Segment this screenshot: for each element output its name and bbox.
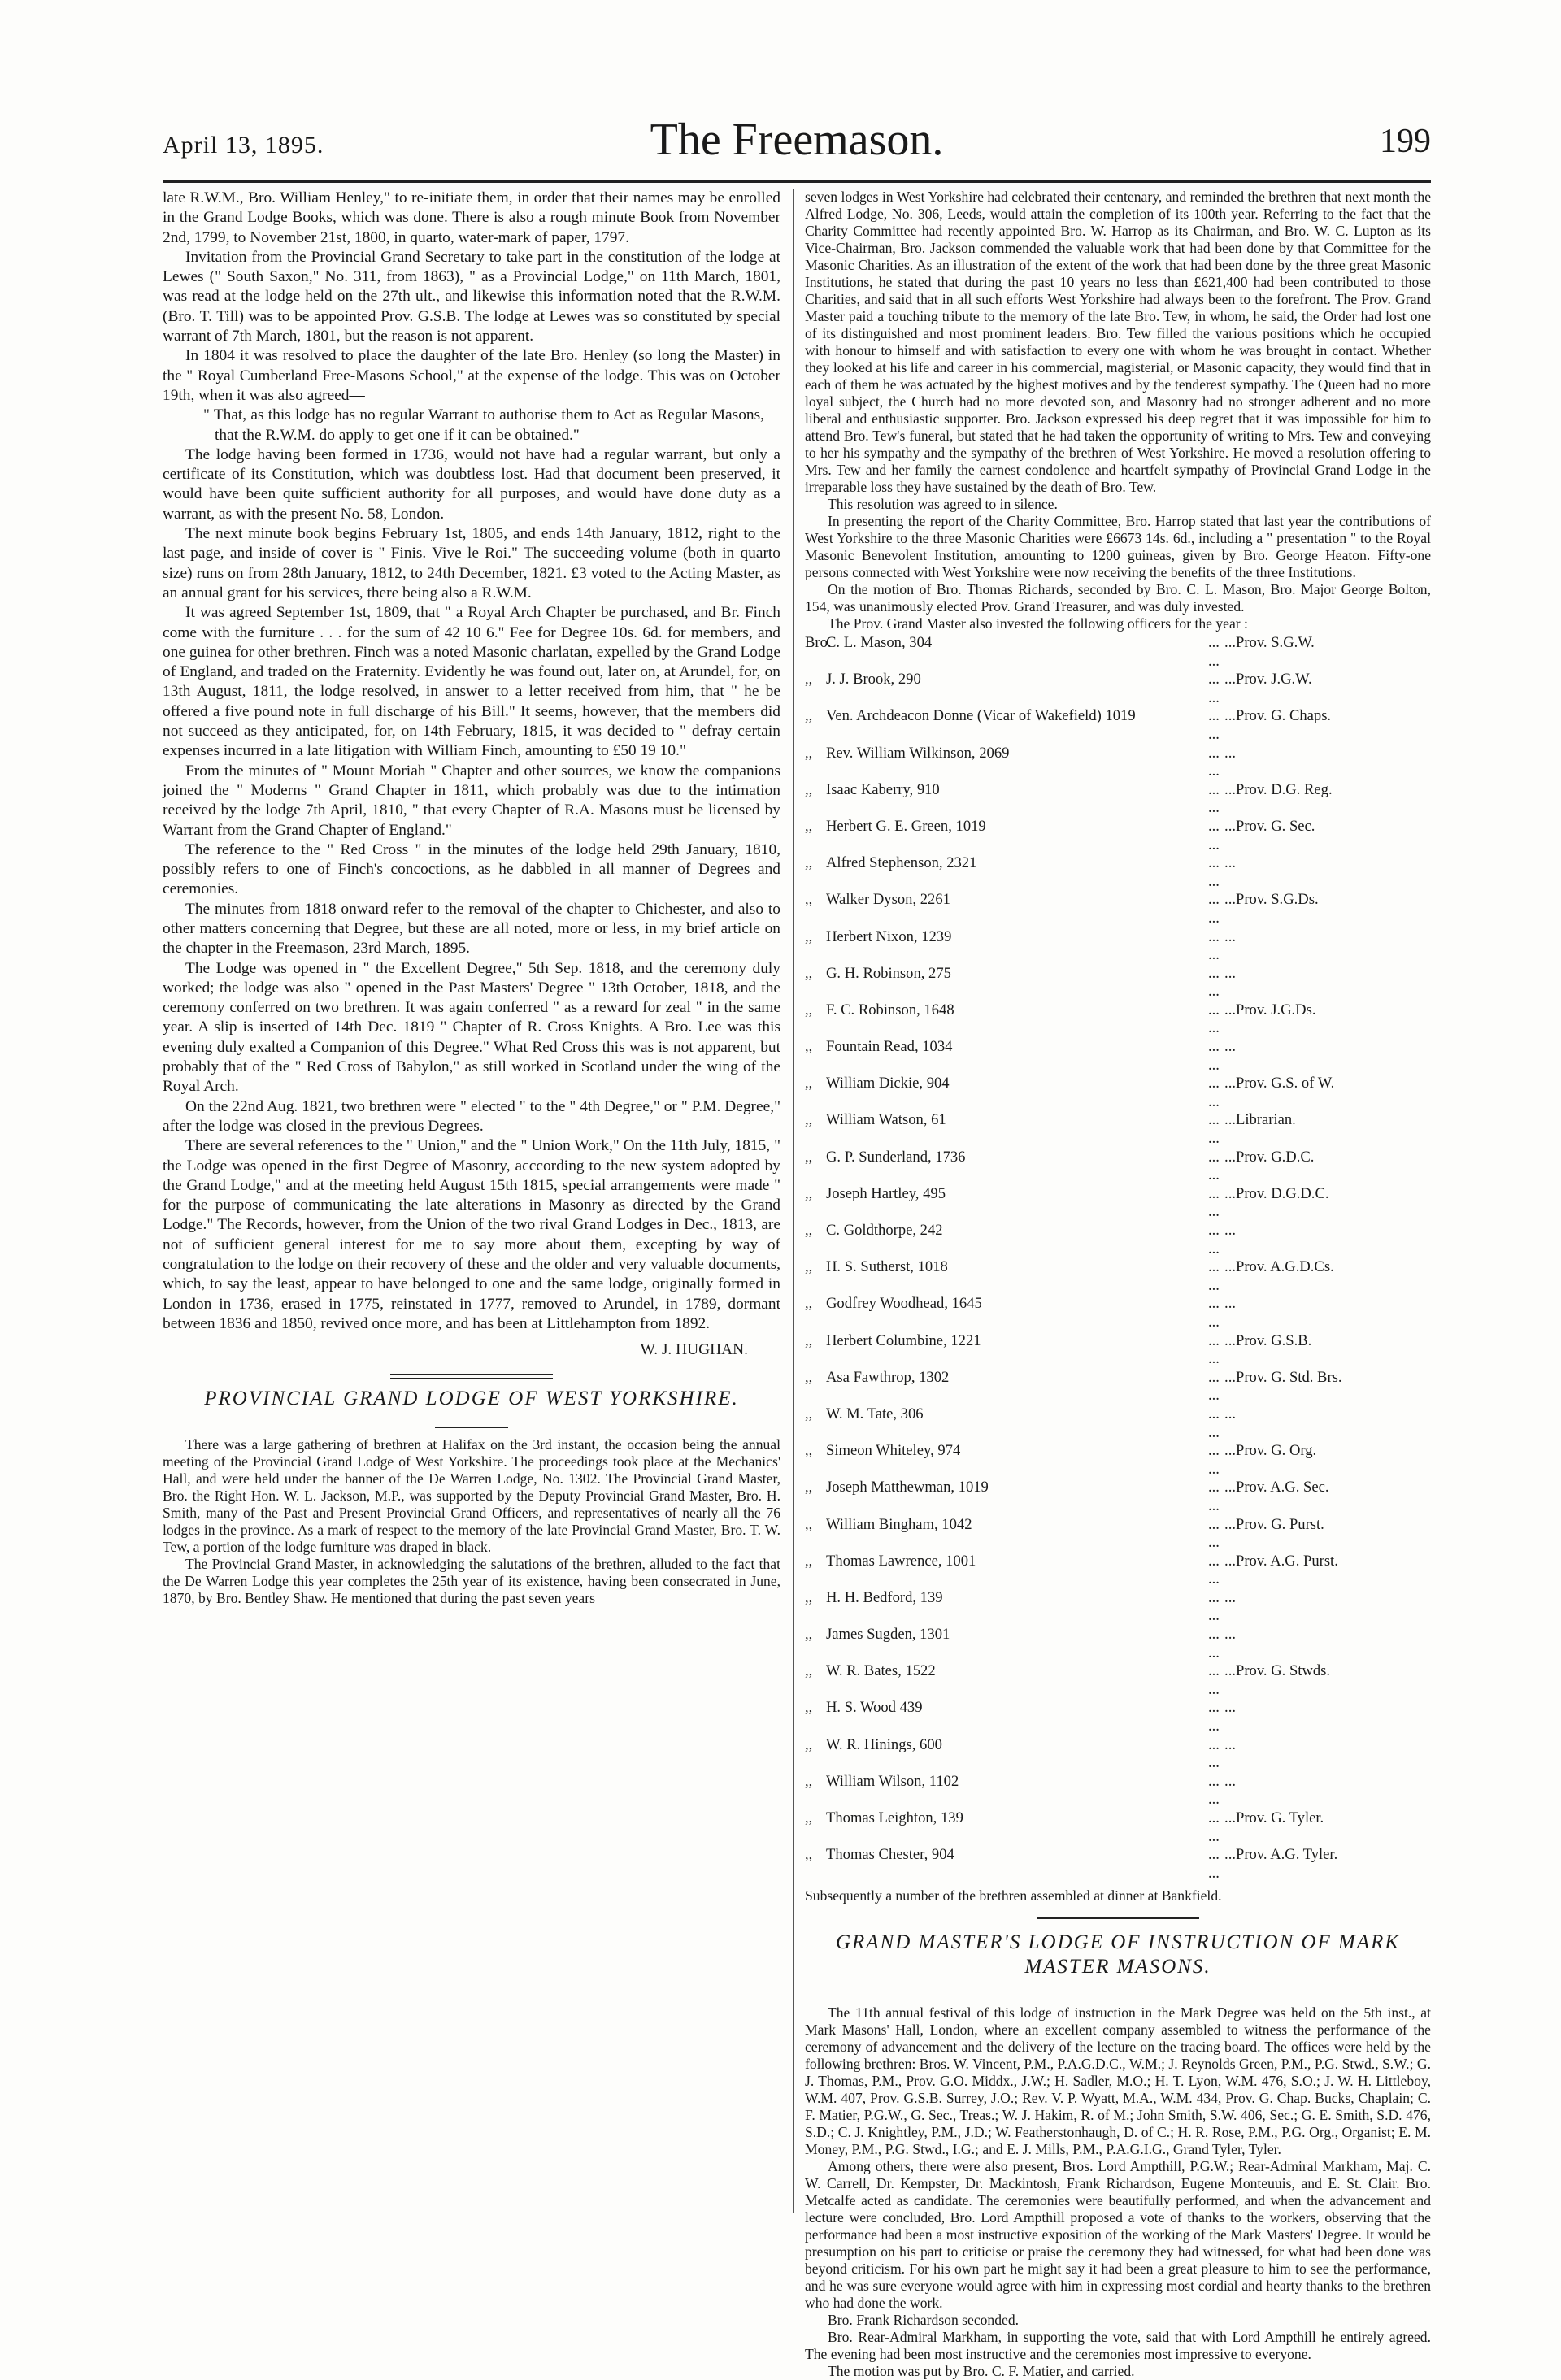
officer-row xyxy=(805,634,1431,671)
leader-dots: ... ... ... xyxy=(1208,854,1236,890)
leader-dots: ... ... ... xyxy=(1208,1699,1236,1735)
officer-name: Herbert Nixon, 1239 xyxy=(826,927,952,945)
officer-row xyxy=(805,1736,1431,1773)
paragraph: The 11th annual festival of this lodge of instruction in the Mark Degree was held on the 5th inst., at Mark Masons' Hall, London, where an excellent company assembled to witness the performance of the ceremony of advancement and the delivery of the lecture on the tracing board. The offices were held by the following brethren: Bros. W. Vincent, P.M., P.A.G.D.C., W.M.; J. Reynolds Green, P.M., P.G. Stwd., S.W.; G. J. Thomas, P.M., Prov. G.O. Middx., J.W.; H. Sadler, M.O.; H. T. Lyon, W.M. 476, S.O.; J. W. H. Littleboy, W.M. 407, Prov. G.S.B. Surrey, J.O.; Rev. V. P. Wyatt, M.A., W.M. 434, Prov. G. Chap. Bucks, Chaplain; C. F. Matier, P.G.W., G. Sec., Treas.; W. J. Hakim, R. of M.; John Smith, S.W. 406, Sec.; G. E. Smith, S.D. 476, S.D.; C. J. Knightley, P.M., J.D.; W. Featherstonhaugh, D. of C.; H. R. Rose, P.M., P.G. Org., Organist; E. M. Money, P.M., P.G. Stwd., I.G.; and E. J. Mills, P.M., P.A.G.I.G., Grand Tyler, Tyler. xyxy=(805,2004,1431,2158)
officer-office: Librarian. xyxy=(1236,1111,1296,1129)
paragraph: On the 22nd Aug. 1821, two brethren were " elected " to the " 4th Degree," or " P.M. Degree," after the lodge was closed in the previous Degrees. xyxy=(163,1097,780,1135)
officer-name: C. Goldthorpe, 242 xyxy=(826,1222,943,1239)
officer-name: Asa Fawthrop, 1302 xyxy=(826,1368,950,1386)
paragraph: late R.W.M., Bro. William Henley," to re-initiate them, in order that their names may be enrolled in the Grand Lodge Books, which was done. There is also a rough minute Book from November 2nd, 1799, to November 21st, 1800, in quarto, water-mark of paper, 1797. xyxy=(163,189,780,246)
officer-prefix: ,, xyxy=(805,671,813,688)
officer-office: Prov. J.G.Ds. xyxy=(1236,1001,1316,1018)
officer-name: G. P. Sunderland, 1736 xyxy=(826,1148,966,1166)
officer-office: Prov. G.D.C. xyxy=(1236,1148,1315,1166)
section-heading: PROVINCIAL GRAND LODGE OF WEST YORKSHIRE. xyxy=(204,1387,739,1409)
leader-dots: ... ... ... xyxy=(1208,1515,1236,1552)
paragraph: The lodge having been formed in 1736, would not have had a regular warrant, but only a certificate of its Constitution, which was doubtless lost. Had that document been preserved, it would have been quite sufficient authority for all purposes, and would have done duty as a warrant, as with the present No. 58, London. xyxy=(163,445,780,523)
officer-name: Ven. Archdeacon Donne (Vicar of Wakefield) 1019 xyxy=(826,707,1136,725)
paragraph: The Provincial Grand Master, in acknowledging the salutations of the brethren, alluded to the fact that the De Warren Lodge this year completes the 25th year of its existence, having been consecrated in June, 1870, by Bro. Bentley Shaw. He mentioned that during the past seven years xyxy=(163,1555,780,1606)
officer-prefix: ,, xyxy=(805,1111,813,1129)
leader-dots: ... ... ... xyxy=(1208,1148,1236,1184)
block-quote: " That, as this lodge has no regular Warrant to authorise them to Act as Regular Masons, that the R.W.M. do apply to get one if it can be obtained." xyxy=(203,406,764,444)
officer-name: Walker Dyson, 2261 xyxy=(826,891,950,909)
officer-row xyxy=(805,818,1431,854)
officer-prefix: ,, xyxy=(805,891,813,909)
officer-office: Prov. D.G. Reg. xyxy=(1236,780,1333,798)
officer-office: Prov. G. Tyler. xyxy=(1236,1809,1324,1826)
leader-dots: ... ... ... xyxy=(1208,1184,1236,1221)
leader-dots: ... ... ... xyxy=(1208,1001,1236,1037)
officer-prefix: ,, xyxy=(805,927,813,945)
officer-prefix: ,, xyxy=(805,780,813,798)
header-rule xyxy=(163,180,1431,183)
officer-name: William Bingham, 1042 xyxy=(826,1515,972,1533)
leader-dots: ... ... ... xyxy=(1208,1846,1236,1882)
officer-prefix: ,, xyxy=(805,1001,813,1018)
officer-row xyxy=(805,1369,1431,1405)
officer-row xyxy=(805,1258,1431,1295)
officer-office: Prov. A.G. Sec. xyxy=(1236,1479,1329,1496)
paragraph: The reference to the " Red Cross " in the minutes of the lodge held 29th January, 1810, possibly refers to one of Finch's concoctions, as he dabbled in all manner of Degrees and ceremonies. xyxy=(163,840,780,898)
officer-name: G. H. Robinson, 275 xyxy=(826,964,951,982)
paragraph: There are several references to the " Union," and the " Union Work," On the 11th July, 1815, " the Lodge was opened in the first Degree of Masonry, acccording to the new system adopted by the Grand Lodge," and at the meeting held August 15th 1815, special arrangements were made " for the purpose of communicating the late alterations in Masonry as directed by the Grand Lodge." The Records, however, from the Union of the two rival Grand Lodges in Dec., 1813, are not of sufficient general interest for me to say more about them, excepting by way of congratulation to the lodge on their recovery of these and the older and very valuable documents, which, to say the least, appear to have belonged to one and the same lodge, originally formed in London in 1736, erased in 1775, reinstated in 1777, removed to Arundel, in 1789, dormant between 1836 and 1850, revived once more, and has been at Littlehampton from 1892. xyxy=(163,1137,780,1332)
officer-prefix: ,, xyxy=(805,707,813,725)
section-divider xyxy=(390,1374,553,1379)
paragraph: On the motion of Bro. Thomas Richards, seconded by Bro. C. L. Mason, Bro. Major George Bolton, 154, was unanimously elected Prov. Grand Treasurer, and was duly invested. xyxy=(805,581,1431,615)
paragraph: In 1804 it was resolved to place the daughter of the late Bro. Henley (so long the Master) in the " Royal Cumberland Free-Masons School," at the expense of the lodge. This was on October 19th, when it was also agreed— xyxy=(163,347,780,404)
officer-row xyxy=(805,965,1431,1001)
officer-prefix: ,, xyxy=(805,1662,813,1680)
leader-dots: ... ... ... xyxy=(1208,1626,1236,1661)
officer-prefix: ,, xyxy=(805,1552,813,1570)
officer-row xyxy=(805,1222,1431,1258)
officer-office: Prov. G. Stwds. xyxy=(1236,1662,1331,1680)
page-header xyxy=(163,114,1431,179)
paragraph: Subsequently a number of the brethren assembled at dinner at Bankfield. xyxy=(805,1887,1222,1904)
officer-prefix: ,, xyxy=(805,1515,813,1533)
leader-dots: ... ... ... xyxy=(1208,1075,1236,1110)
officer-row xyxy=(805,1111,1431,1148)
author-signature: W. J. HUGHAN. xyxy=(640,1341,748,1359)
officer-office: Prov. G. Chaps. xyxy=(1236,707,1332,725)
officer-row xyxy=(805,1075,1431,1111)
officer-name: H. H. Bedford, 139 xyxy=(826,1588,943,1606)
officer-name: F. C. Robinson, 1648 xyxy=(826,1001,954,1018)
officer-row xyxy=(805,891,1431,927)
leader-dots: ... ... ... xyxy=(1208,1809,1236,1845)
officer-name: Joseph Hartley, 495 xyxy=(826,1184,946,1202)
paragraph: The Prov. Grand Master also invested the following officers for the year : xyxy=(828,615,1248,632)
officer-prefix: ,, xyxy=(805,1331,813,1349)
officer-row xyxy=(805,1185,1431,1222)
leader-dots: ... ... ... xyxy=(1208,891,1236,927)
paragraph: There was a large gathering of brethren at Halifax on the 3rd instant, the occasion being the annual meeting of the Provincial Grand Lodge of West Yorkshire. The proceedings took place at the Mechanics' Hall, and were held under the banner of the De Warren Lodge, No. 1302. The Provincial Grand Master, Bro. the Right Hon. W. L. Jackson, M.P., was supported by the Deputy Provincial Grand Master, Bro. H. Smith, many of the Past and Present Provincial Grand Officers, and representatives of nearly all the 76 lodges in the province. As a mark of respect to the memory of the late Provincial Grand Master, Bro. T. W. Tew, a portion of the lodge furniture was draped in black. xyxy=(163,1435,780,1555)
officer-office: Prov. G.S.B. xyxy=(1236,1331,1312,1349)
officer-office: Prov. A.G. Tyler. xyxy=(1236,1846,1338,1864)
officer-prefix: ,, xyxy=(805,1735,813,1753)
leader-dots: ... ... ... xyxy=(1208,927,1236,964)
officer-row xyxy=(805,1516,1431,1553)
paragraph: From the minutes of " Mount Moriah " Chapter and other sources, we know the companions joined the " Moderns " Grand Chapter in 1811, which probably was due to the intimation received by the lodge 7th April, 1810, " that every Chapter of R.A. Masons must be licensed by Warrant from the Grand Chapter of England." xyxy=(163,762,780,839)
leader-dots: ... ... ... xyxy=(1208,1662,1236,1698)
officer-name: C. L. Mason, 304 xyxy=(826,634,933,651)
right-column xyxy=(805,189,1431,2380)
officer-row xyxy=(805,745,1431,781)
officer-name: W. R. Bates, 1522 xyxy=(826,1662,936,1680)
page-number: 199 xyxy=(1380,123,1431,160)
officer-row xyxy=(805,707,1431,744)
officer-prefix: ,, xyxy=(805,1258,813,1276)
officer-prefix: ,, xyxy=(805,1588,813,1606)
officer-name: Rev. William Wilkinson, 2069 xyxy=(826,744,1010,762)
officer-prefix: ,, xyxy=(805,1479,813,1496)
officer-prefix: ,, xyxy=(805,1148,813,1166)
officer-prefix: ,, xyxy=(805,1405,813,1422)
issue-date: April 13, 1895. xyxy=(163,132,324,159)
officer-office: Prov. G. Org. xyxy=(1236,1442,1317,1460)
heading-rule xyxy=(435,1427,508,1428)
officer-prefix: ,, xyxy=(805,817,813,835)
officer-office: Prov. G.S. of W. xyxy=(1236,1075,1335,1092)
officer-prefix: ,, xyxy=(805,744,813,762)
officer-row xyxy=(805,1001,1431,1038)
officer-row xyxy=(805,854,1431,891)
paragraph: Bro. Frank Richardson seconded. xyxy=(828,2312,1020,2329)
paragraph: Among others, there were also present, Bros. Lord Ampthill, P.G.W.; Rear-Admiral Markham, Maj. C. W. Carrell, Dr. Kempster, Dr. Mackintosh, Frank Richardson, Eugene Monteuuis, and E. St. Clair. Bro. Metcalfe acted as candidate. The ceremonies were beautifully performed, and when the advancement and lecture were concluded, Bro. Lord Ampthill proposed a vote of thanks to the workers, observing that the performance had been a most instructive exposition of the working of the Mark Masters' Degree. It would be presumption on his part to criticise or praise the ceremony they had witnessed, for what had been done was beyond criticism. For his own part he might say it had been a great pleasure to him to see the performance, and he was sure everyone would agree with him in expressing most cordial and hearty thanks to the brethren who had done the work. xyxy=(805,2158,1431,2312)
officer-prefix: Bro. xyxy=(805,634,832,651)
paragraph: Invitation from the Provincial Grand Secretary to take part in the constitution of the lodge at Lewes (" South Saxon," No. 311, from 1863), " as a Provincial Lodge," on 11th March, 1801, was read at the lodge held on the 27th ult., and likewise this information noted that the R.W.M. (Bro. T. Till) was to be appointed Prov. G.S.B. The lodge at Lewes was so constituted by special warrant of 7th March, 1801, but the reason is not apparent. xyxy=(163,248,780,345)
paragraph: The minutes from 1818 onward refer to the removal of the chapter to Chichester, and also to other matters concerning that Degree, but these are all noted, more or less, in my brief article on the chapter in the Freemason, 23rd March, 1895. xyxy=(163,900,780,958)
officer-row xyxy=(805,1626,1431,1662)
officer-row xyxy=(805,1038,1431,1075)
leader-dots: ... ... ... xyxy=(1208,1772,1236,1809)
leader-dots: ... ... ... xyxy=(1208,1479,1236,1514)
section-divider xyxy=(1037,1917,1199,1922)
officer-prefix: ,, xyxy=(805,1442,813,1460)
officer-office: Prov. G. Purst. xyxy=(1236,1515,1324,1533)
officer-office: Prov. G. Sec. xyxy=(1236,817,1315,835)
officer-name: James Sugden, 1301 xyxy=(826,1626,950,1644)
officer-name: Thomas Lawrence, 1001 xyxy=(826,1552,976,1570)
officer-name: J. J. Brook, 290 xyxy=(826,671,921,688)
paragraph: In presenting the report of the Charity Committee, Bro. Harrop stated that last year the contributions of West Yorkshire to the three Masonic Charities were £6673 14s. 6d., including a " presentation " to the Royal Masonic Benevolent Institution, amounting to 1200 guineas, given by Bro. George Heaton. Fifty-one persons connected with West Yorkshire were now receiving the benefits of the three Institutions. xyxy=(805,513,1431,580)
officer-row xyxy=(805,1662,1431,1699)
officer-row xyxy=(805,1442,1431,1479)
officer-name: Herbert Columbine, 1221 xyxy=(826,1331,981,1349)
leader-dots: ... ... ... xyxy=(1208,634,1236,670)
officer-prefix: ,, xyxy=(805,964,813,982)
officer-row xyxy=(805,1149,1431,1185)
officer-name: Fountain Read, 1034 xyxy=(826,1038,953,1056)
leader-dots: ... ... ... xyxy=(1208,1258,1236,1294)
officer-office: Prov. S.G.Ds. xyxy=(1236,891,1319,909)
leader-dots: ... ... ... xyxy=(1208,1111,1236,1148)
leader-dots: ... ... ... xyxy=(1208,1552,1236,1588)
officer-row xyxy=(805,1699,1431,1735)
leader-dots: ... ... ... xyxy=(1208,744,1236,780)
leader-dots: ... ... ... xyxy=(1208,1222,1236,1257)
officer-name: Joseph Matthewman, 1019 xyxy=(826,1479,989,1496)
officer-name: William Watson, 61 xyxy=(826,1111,946,1129)
officer-prefix: ,, xyxy=(805,1222,813,1239)
paragraph: It was agreed September 1st, 1809, that " a Royal Arch Chapter be purchased, and Br. Finch come with the furniture . . . for the sum of 42 10 6." Fee for Degree 10s. 6d. for members, and one guinea for other brethren. Finch was a noted Masonic charlatan, expelled by the Grand Lodge of England, and traded on the Fraternity. Evidently he was found out, later on, at Arundel, for, on 13th August, 1811, the lodge resolved, in answer to a letter received from him, that " he be offered a five pound note in full discharge of his Bill." It seems, however, that the members did not succeed as they anticipated, for, on 14th February, 1815, it was decided to " defray certain expenses incurred in a late litigation with William Finch, amounting to £50 19 10." xyxy=(163,604,780,760)
paragraph: seven lodges in West Yorkshire had celebrated their centenary, and reminded the brethren that next month the Alfred Lodge, No. 306, Leeds, would attain the completion of its 100th year. Referring to the fact that the Charity Committee had recently appointed Bro. W. Harrop as its Chairman, and Bro. W. C. Lupton as its Vice-Chairman, Bro. Jackson commended the valuable work that had been done by that Committee for the Masonic Charities. As an illustration of the extent of the work that had been done by the three great Masonic Institutions, he stated that during the past 10 years no less than £621,400 had been contributed to those Charities, and said that in all such efforts West Yorkshire had always been to the forefront. The Prov. Grand Master paid a touching tribute to the memory of the late Bro. Tew, in whom, he said, the Order had lost one of its distinguished and most prominent leaders. Bro. Tew filled the various positions which he occupied with honour to himself and with satisfaction to every one with whom he was brought in contact. Whether they looked at his life and career in his commercial, magisterial, or Masonic capacity, they would find that in each of them he was actuated by the highest motives and by the tenderest sympathy. The Queen had no more loyal subject, the Church had no more devoted son, and Masonry had no stronger adherent and no more liberal and enthusiastic supporter. Bro. Jackson expressed his deep regret that it was impossible for him to attend Bro. Tew's funeral, but stated that he had taken the opportunity of writing to Mrs. Tew and conveying to her his sympathy and the sympathy of the brethren of West Yorkshire. He moved a resolution offering to Mrs. Tew and her family the earnest condolence and heartfelt sympathy of Provincial Grand Lodge in the irreparable loss they have sustained by the death of Bro. Tew. xyxy=(805,189,1431,495)
leader-dots: ... ... ... xyxy=(1208,707,1236,743)
leader-dots: ... ... ... xyxy=(1208,780,1236,817)
leader-dots: ... ... ... xyxy=(1208,1735,1236,1772)
officer-prefix: ,, xyxy=(805,1846,813,1864)
officer-name: Thomas Chester, 904 xyxy=(826,1846,954,1864)
officer-prefix: ,, xyxy=(805,854,813,872)
officer-prefix: ,, xyxy=(805,1626,813,1644)
officer-office: Prov. J.G.W. xyxy=(1236,671,1312,688)
officer-row xyxy=(805,1553,1431,1589)
leader-dots: ... ... ... xyxy=(1208,1368,1236,1405)
paragraph: The next minute book begins February 1st, 1805, and ends 14th January, 1812, right to the last page, and inside of cover is " Finis. Vive le Roi." The succeeding volume (both in quarto size) runs on from 28th January, 1812, to 24th December, 1821. £3 voted to the Acting Master, as an annual grant for his services, there being also a R.W.M. xyxy=(163,525,780,602)
officer-name: Godfrey Woodhead, 1645 xyxy=(826,1295,982,1313)
officer-name: Alfred Stephenson, 2321 xyxy=(826,854,977,872)
officer-office: Prov. S.G.W. xyxy=(1236,634,1315,651)
officer-office: Prov. G. Std. Brs. xyxy=(1236,1368,1342,1386)
masthead-title: The Freemason. xyxy=(650,115,944,165)
officer-name: Isaac Kaberry, 910 xyxy=(826,780,940,798)
officer-row xyxy=(805,1809,1431,1846)
officer-prefix: ,, xyxy=(805,1075,813,1092)
officer-row xyxy=(805,1479,1431,1515)
officer-name: Thomas Leighton, 139 xyxy=(826,1809,963,1826)
officer-office: Prov. D.G.D.C. xyxy=(1236,1184,1329,1202)
officer-name: William Dickie, 904 xyxy=(826,1075,950,1092)
officer-name: H. S. Wood 439 xyxy=(826,1699,923,1717)
left-column xyxy=(163,189,780,1607)
paragraph: The Lodge was opened in " the Excellent Degree," 5th Sep. 1818, and the ceremony duly worked; the lodge was also " opened in the Past Masters' Degree " 13th October, 1818, and the ceremony conferred on two brethren. It was again conferred " as a reward for zeal " in the same year. A slip is inserted of 14th Dec. 1819 " Chapter of R. Cross Knights. A Bro. Lee was this evening duly exalted a Companion of this Degree." What Red Cross this was is not apparent, but probably that of the " Red Cross of Babylon," as still worked in Scotland under the wing of the Royal Arch. xyxy=(163,959,780,1096)
leader-dots: ... ... ... xyxy=(1208,1295,1236,1331)
officer-row xyxy=(805,928,1431,965)
officer-prefix: ,, xyxy=(805,1699,813,1717)
paragraph: Bro. Rear-Admiral Markham, in supporting the vote, said that with Lord Ampthill he entirely agreed. The evening had been most instructive and the ceremonies most impressive to everyone. xyxy=(805,2329,1431,2363)
officers-list xyxy=(805,634,1431,1883)
section-heading: GRAND MASTER'S LODGE OF INSTRUCTION OF MARK MASTER MASONS. xyxy=(835,1931,1401,1978)
officer-row xyxy=(805,1846,1431,1883)
leader-dots: ... ... ... xyxy=(1208,1405,1236,1441)
paragraph: This resolution was agreed to in silence. xyxy=(828,496,1058,512)
leader-dots: ... ... ... xyxy=(1208,671,1236,706)
paragraph: The motion was put by Bro. C. F. Matier, and carried. xyxy=(828,2363,1135,2380)
officer-row xyxy=(805,1405,1431,1442)
officer-name: William Wilson, 1102 xyxy=(826,1772,959,1790)
officer-name: Simeon Whiteley, 974 xyxy=(826,1442,961,1460)
officer-name: W. R. Hinings, 600 xyxy=(826,1735,942,1753)
officer-name: H. S. Sutherst, 1018 xyxy=(826,1258,948,1276)
officer-prefix: ,, xyxy=(805,1368,813,1386)
officer-prefix: ,, xyxy=(805,1295,813,1313)
leader-dots: ... ... ... xyxy=(1208,1588,1236,1625)
officer-row xyxy=(805,671,1431,707)
officer-name: Herbert G. E. Green, 1019 xyxy=(826,817,986,835)
leader-dots: ... ... ... xyxy=(1208,817,1236,853)
officer-prefix: ,, xyxy=(805,1184,813,1202)
leader-dots: ... ... ... xyxy=(1208,1442,1236,1478)
leader-dots: ... ... ... xyxy=(1208,1038,1236,1074)
officer-prefix: ,, xyxy=(805,1772,813,1790)
officer-office: Prov. A.G.D.Cs. xyxy=(1236,1258,1334,1276)
leader-dots: ... ... ... xyxy=(1208,1331,1236,1368)
officer-office: Prov. A.G. Purst. xyxy=(1236,1552,1338,1570)
officer-row xyxy=(805,781,1431,818)
leader-dots: ... ... ... xyxy=(1208,964,1236,1001)
officer-prefix: ,, xyxy=(805,1809,813,1826)
officer-row xyxy=(805,1332,1431,1369)
officer-prefix: ,, xyxy=(805,1038,813,1056)
officer-row xyxy=(805,1773,1431,1809)
officer-name: W. M. Tate, 306 xyxy=(826,1405,924,1422)
officer-row xyxy=(805,1295,1431,1331)
column-divider xyxy=(793,189,794,2213)
officer-row xyxy=(805,1589,1431,1626)
